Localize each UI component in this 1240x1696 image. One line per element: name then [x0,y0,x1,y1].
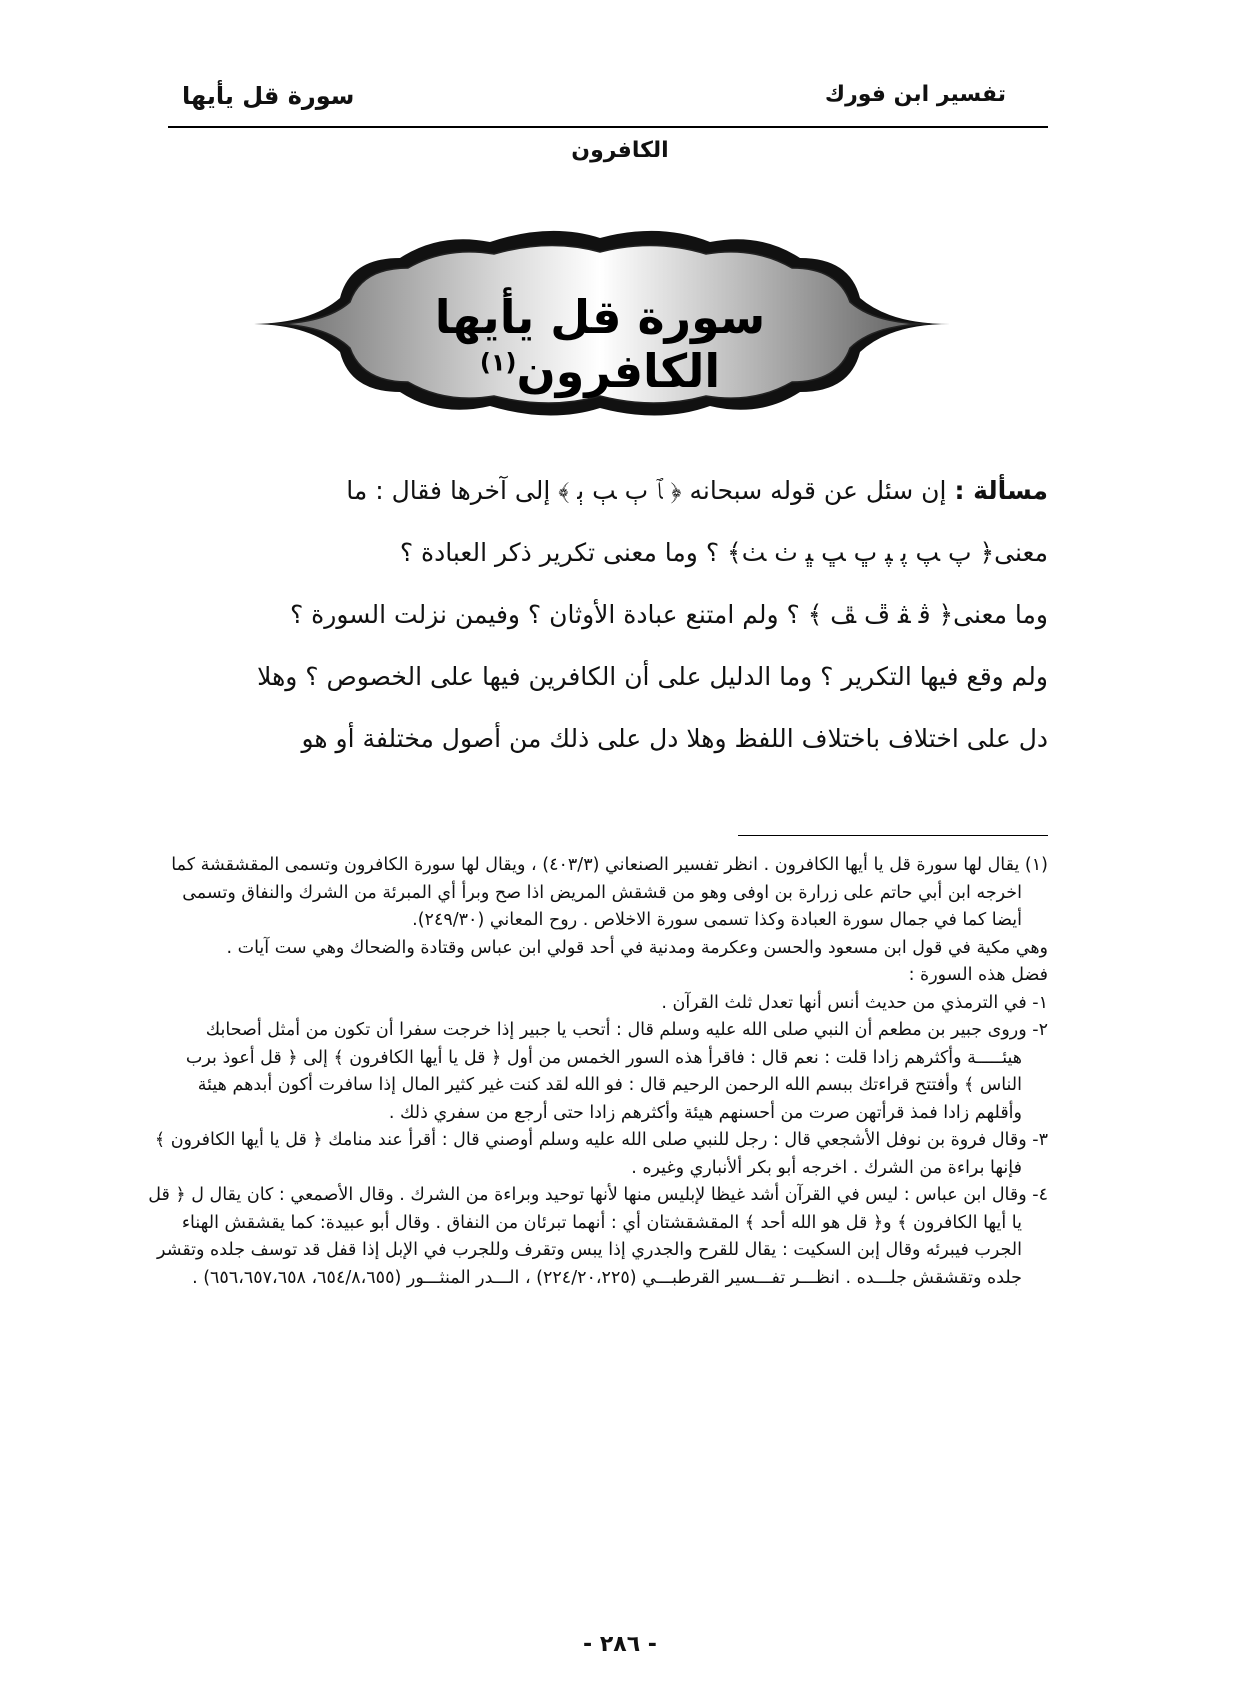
footnotes [148,852,1048,1292]
footnote-rule [738,835,1048,836]
footnote-item: ٢- وروى جبير بن مطعم أن النبي صلى الله عليه وسلم قال : أتحب يا جبير إذا خرجت سفرا أن تكون من أمثل أصحابك هيئـــــة وأكثرهم زادا قلت : نعم قال : فاقرأ هذه السور الخمس من أول ﴿ قل يا أيها الكافرون ﴾ إلى ﴿ قل أعوذ برب الناس ﴾ وأفتتح قراءتك ببسم الله الرحمن الرحيم قال : فو الله لقد كنت غير كثير المال إذا سافرت أكون أبدهم هيئة وأقلهم زادا فمذ قرأتهن صرت من أحسنهم هيئة وأكثرهم زادا حتى أرجع من سفري ذلك . [185,1020,1048,1123]
banner-footnote-mark: (١) [479,348,517,377]
main-line-4: ولم وقع فيها التكرير ؟ وما الدليل على أن الكافرين فيها على الخصوص ؟ وهلا [257,662,1048,691]
footnote-item: ٣- وقال فروة بن نوفل الأشجعي قال : رجل للنبي صلى الله عليه وسلم أوصني قال : أقرأ عند منامك ﴿ قل يا أيها الكافرون ﴾ فإنها براءة من الشرك . اخرجه أبو بكر ألأنباري وغيره . [154,1130,1048,1178]
footnote-fadl-heading: فضل هذه السورة : [908,965,1048,985]
banner-title [330,290,870,398]
page-number: - ٢٨٦ - [583,1632,657,1657]
footnote-1: (١) يقال لها سورة قل يا أيها الكافرون . انظر تفسير الصنعاني (٤٠٣/٣) ، ويقال لها سورة الكافرون وتسمى المقشقشة كما اخرجه ابن أبي حاتم على زرارة بن اوفى وهو من قشقش المريض اذا صح وبرأ أي المبرئة من الشرك والنفاق وتسمى أيضا كما في جمال سورة العبادة وكذا تسمى سورة الاخلاص . روح المعاني (٢٤٩/٣٠). [171,855,1048,930]
banner-title-text: سورة قل يأيها الكافرون [434,290,766,398]
main-line-5: دل على اختلاف باختلاف اللفظ وهلا دل على ذلك من أصول مختلفة أو هو [301,724,1048,753]
footnote-item: ٤- وقال ابن عباس : ليس في القرآن أشد غيظا لإبليس منها لأنها توحيد وبراءة من الشرك . وقال الأصمعي : كان يقال ل ﴿ قل يا أيها الكافرون ﴾ و﴿ قل هو الله أحد ﴾ المقشقشتان أي : أنهما تبرئان من النفاق . وقال أبو عبيدة: كما يقشقش الهناء الجرب فيبرئه وقال إبن السكيت : يقال للقرح والجدري إذا يبس وتقرف وللجرب في الإبل إذا قفل قد توسف جلده وتقشر جلده وتقشقش جلـــده . انظـــر تفـــسير القرطبـــي (٢٢٤/٢٠،٢٢٥) ، الـــدر المنثـــور (٦٥٤/٨،٦٥٥، ٦٥٦،٦٥٧،٦٥٨) . [148,1185,1048,1288]
masala-label: مسألة : [954,476,1048,505]
main-line-2: معنى﴿ ﭖ ﭗ ﭘ ﭙ ﭚ ﭛ ﭝ ﭞ ﭟ﴾ ؟ وما معنى تكرير ذكر العبادة ؟ [399,538,1048,567]
main-line-1 [170,460,1048,522]
footnote-makkiya: وهي مكية في قول ابن مسعود والحسن وعكرمة ومدنية في أحد قولي ابن عباس وقتادة والضحاك وهي ست آيات . [226,937,1048,958]
main-line-1-text: إن سئل عن قوله سبحانه ﴿ ﭑ ﭒ ﭓ ﭔ ﴾ إلى آخرها فقال : ما [346,476,955,505]
surah-word: الكافرون [571,138,669,163]
header-rule [168,126,1048,128]
surah-title: سورة قل يأيها [182,82,355,110]
book-title: تفسير ابن فورك [824,82,1006,107]
running-header [168,82,1048,122]
footnote-item: ١- في الترمذي من حديث أنس أنها تعدل ثلث القرآن . [661,992,1048,1013]
main-line-3: وما معنى﴿ ﭬ ﭭ ﭮ ﭯ ﴾ ؟ ولم امتنع عبادة الأوثان ؟ وفيمن نزلت السورة ؟ [289,600,1048,629]
main-text [170,460,1048,770]
